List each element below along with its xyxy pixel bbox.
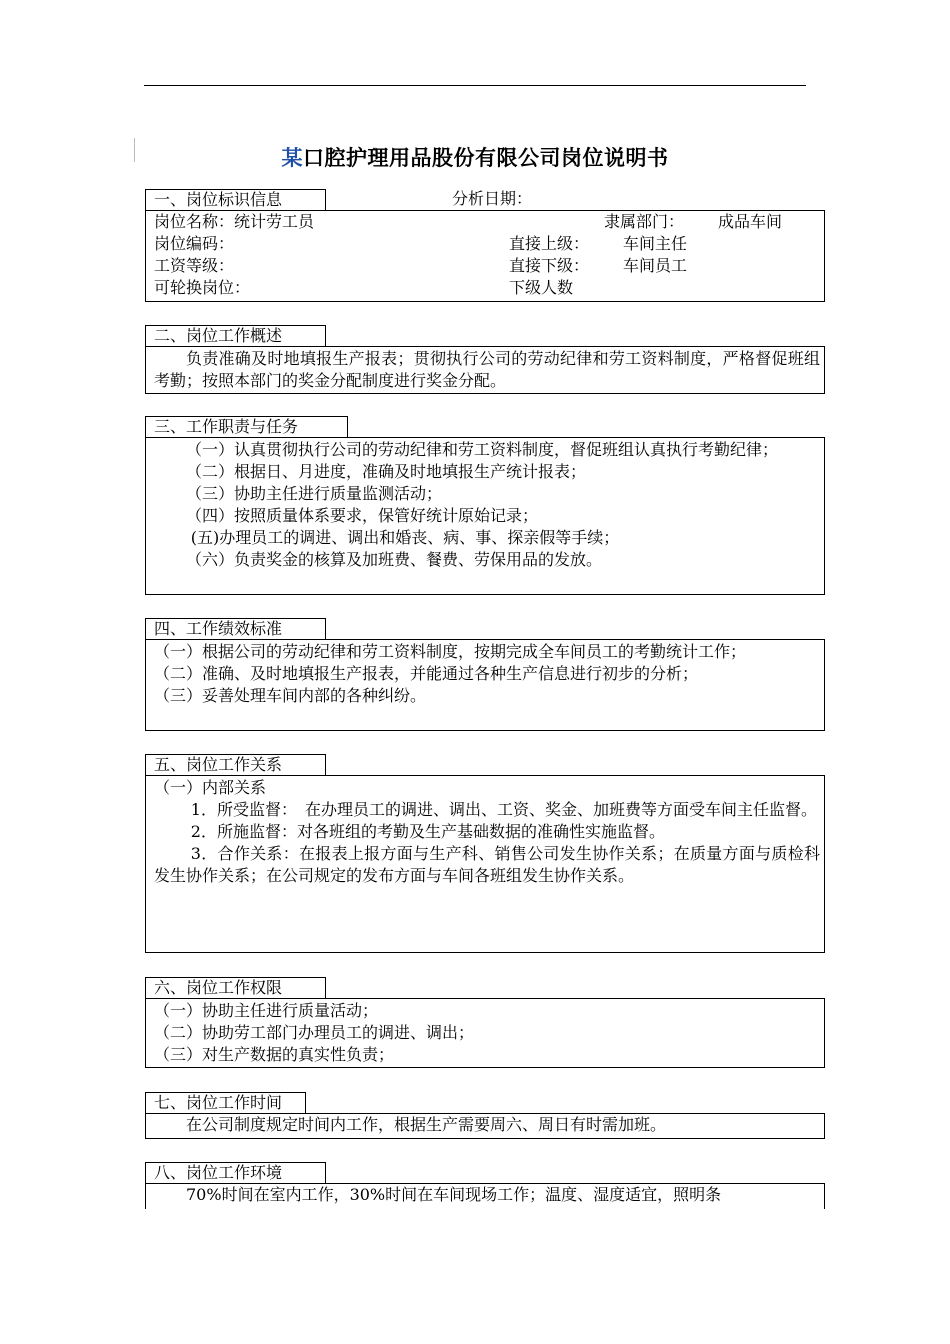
- post-name: 岗位名称：统计劳工员: [154, 212, 315, 231]
- rotation: 可轮换岗位：: [154, 278, 251, 297]
- work-time-text: 在公司制度规定时间内工作，根据生产需要周六、周日有时需加班。: [186, 1115, 667, 1134]
- header-rule: [144, 85, 806, 86]
- relation-item: 2．所施监督：对各班组的考勤及生产基础数据的准确性实施监督。: [190, 822, 665, 841]
- document-title: [0, 142, 950, 172]
- section-body: [145, 210, 825, 302]
- authority-item: （二）协助劳工部门办理员工的调进、调出；: [154, 1023, 475, 1042]
- section-body: [145, 1113, 825, 1139]
- section-work-environment: [145, 1162, 825, 1209]
- section-body: [145, 346, 825, 394]
- section-body: [145, 998, 825, 1068]
- section-work-time: [145, 1092, 825, 1139]
- performance-item: （二）准确、及时地填报生产报表，并能通过各种生产信息进行初步的分析；: [154, 664, 699, 683]
- subordinate-label: 直接下级：: [509, 256, 590, 275]
- subordinate-value: 车间员工: [623, 256, 688, 275]
- superior-value: 车间主任: [623, 234, 688, 253]
- row-wage-grade: [154, 255, 824, 277]
- duty-item: （一）认真贯彻执行公司的劳动纪律和劳工资料制度，督促班组认真执行考勤纪律；: [186, 440, 779, 459]
- section-authority: [145, 977, 825, 1068]
- row-rotation: [154, 277, 824, 299]
- duty-item: (五)办理员工的调进、调出和婚丧、病、事、探亲假等手续；: [190, 528, 620, 547]
- duty-item: （三）协助主任进行质量监测活动；: [186, 484, 443, 503]
- performance-item: （一）根据公司的劳动纪律和劳工资料制度，按期完成全车间员工的考勤统计工作；: [154, 642, 747, 661]
- duty-item: （六）负责奖金的核算及加班费、餐费、劳保用品的发放。: [186, 550, 603, 569]
- section-heading: 三、工作职责与任务: [145, 416, 348, 437]
- post-code: 岗位编码：: [154, 234, 235, 253]
- sub-count: 下级人数: [509, 278, 574, 297]
- authority-item: （三）对生产数据的真实性负责；: [154, 1045, 395, 1064]
- authority-item: （一）协助主任进行质量活动；: [154, 1001, 379, 1020]
- duty-item: （四）按照质量体系要求，保管好统计原始记录；: [186, 506, 539, 525]
- section-body: [145, 639, 825, 731]
- section-heading: 二、岗位工作概述: [145, 325, 326, 346]
- section-relations: [145, 754, 825, 953]
- section-heading: 四、工作绩效标准: [145, 618, 326, 639]
- relations-subheading: （一）内部关系: [154, 778, 267, 797]
- work-environment-text: 70%时间在室内工作，30%时间在车间现场工作；温度、湿度适宜，照明条: [186, 1185, 722, 1204]
- superior-label: 直接上级：: [509, 234, 590, 253]
- section-heading: 八、岗位工作环境: [145, 1162, 326, 1183]
- wage-grade: 工资等级：: [154, 256, 235, 275]
- duty-item: （二）根据日、月进度，准确及时地填报生产统计报表；: [186, 462, 587, 481]
- dept-value: 成品车间: [718, 212, 783, 231]
- section-heading: 七、岗位工作时间: [145, 1092, 306, 1113]
- overview-text: 负责准确及时地填报生产报表；贯彻执行公司的劳动纪律和劳工资料制度，严格督促班组考勤；按照本部门的奖金分配制度进行奖金分配。: [154, 349, 820, 390]
- title-lead-char: 某: [281, 146, 303, 170]
- section-duties: [145, 416, 825, 595]
- section-body: [145, 775, 825, 953]
- row-post-name: [154, 211, 824, 233]
- section-body: [145, 1183, 825, 1209]
- relation-item: 1．所受监督： 在办理员工的调进、调出、工资、奖金、加班费等方面受车间主任监督。: [190, 800, 817, 819]
- analysis-date: 分析日期：: [452, 189, 533, 208]
- section-heading: 五、岗位工作关系: [145, 754, 326, 775]
- section-overview: [145, 325, 825, 394]
- section-heading: 一、岗位标识信息: [145, 189, 326, 210]
- row-post-code: [154, 233, 824, 255]
- title-rest: 口腔护理用品股份有限公司岗位说明书: [303, 146, 669, 170]
- section-body: [145, 437, 825, 595]
- section-heading: 六、岗位工作权限: [145, 977, 326, 998]
- section-performance: [145, 618, 825, 731]
- dept-label: 隶属部门：: [604, 212, 685, 231]
- relation-item: 3．合作关系：在报表上报方面与生产科、销售公司发生协作关系；在质量方面与质检科发生协作关系；在公司规定的发布方面与车间各班组发生协作关系。: [154, 844, 820, 885]
- performance-item: （三）妥善处理车间内部的各种纠纷。: [154, 686, 427, 705]
